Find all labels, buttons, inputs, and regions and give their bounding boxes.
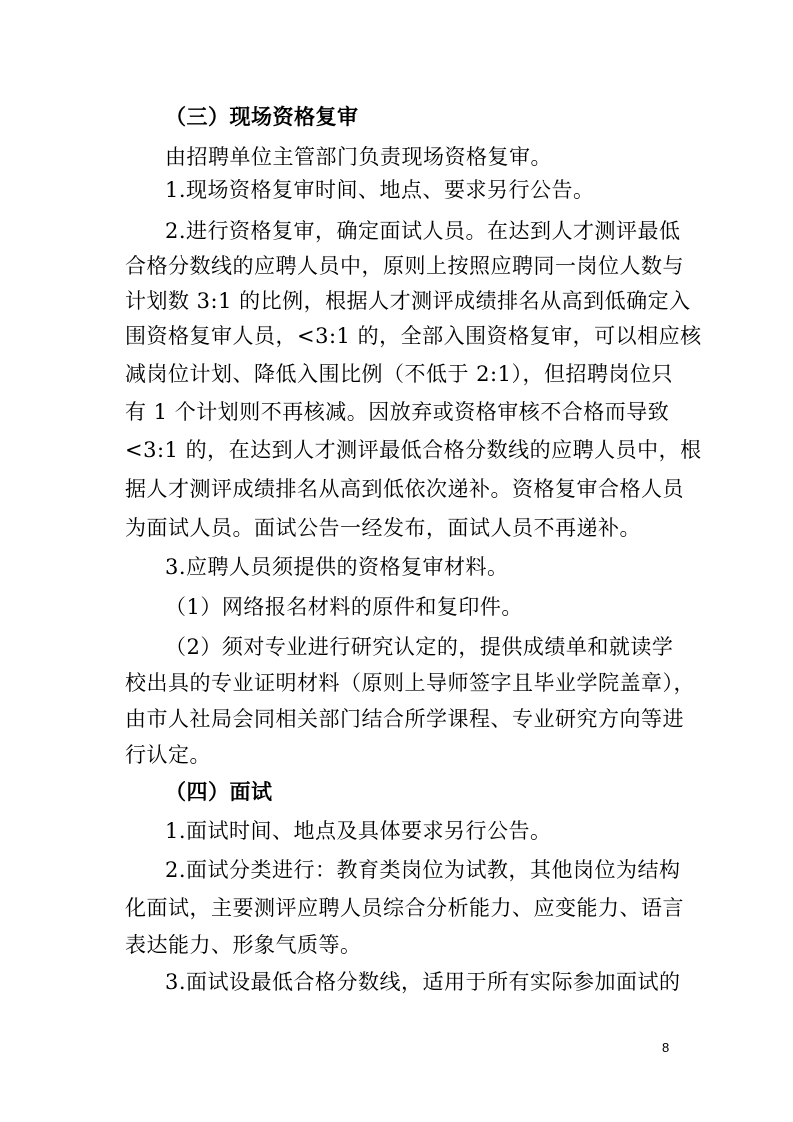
paragraph-line: （1）网络报名材料的原件和复印件。 [165, 595, 523, 619]
paragraph-line: 行认定。 [125, 743, 211, 767]
paragraph-line: 化面试，主要测评应聘人员综合分析能力、应变能力、语言 [125, 896, 684, 920]
paragraph-line: 校出具的专业证明材料（原则上导师签字且毕业学院盖章）， [125, 671, 695, 695]
paragraph-line: 2.面试分类进行：教育类岗位为试教，其他岗位为结构 [165, 858, 681, 882]
paragraph-line: （2）须对专业进行研究认定的，提供成绩单和就读学 [165, 635, 674, 659]
paragraph-line: 计划数 3:1 的比例，根据人才测评成绩排名从高到低确定入 [125, 289, 691, 313]
paragraph-line: 3.面试设最低合格分数线，适用于所有实际参加面试的 [165, 970, 681, 994]
section-heading-3: （三）现场资格复审 [165, 105, 359, 129]
paragraph-line: 由招聘单位主管部门负责现场资格复审。 [165, 145, 552, 169]
paragraph-line: 为面试人员。面试公告一经发布，面试人员不再递补。 [125, 516, 641, 540]
page-number: 8 [662, 1040, 670, 1055]
paragraph-line: 据人才测评成绩排名从高到低依次递补。资格复审合格人员 [125, 477, 684, 501]
paragraph-line: 减岗位计划、降低入围比例（不低于 2:1），但招聘岗位只 [125, 362, 673, 386]
paragraph-line: 3.应聘人员须提供的资格复审材料。 [165, 555, 509, 579]
paragraph-line: 2.进行资格复审，确定面试人员。在达到人才测评最低 [165, 219, 681, 243]
paragraph-line: 有 1 个计划则不再核减。因放弃或资格审核不合格而导致 [125, 400, 670, 424]
paragraph-line: <3:1 的，在达到人才测评最低合格分数线的应聘人员中，根 [125, 438, 702, 462]
paragraph-line: 围资格复审人员，<3:1 的，全部入围资格复审，可以相应核 [125, 324, 702, 348]
paragraph-line: 由市人社局会同相关部门结合所学课程、专业研究方向等进 [125, 707, 684, 731]
paragraph-line: 1.现场资格复审时间、地点、要求另行公告。 [165, 178, 595, 202]
section-heading-4: （四）面试 [165, 780, 273, 804]
paragraph-line: 表达能力、形象气质等。 [125, 933, 362, 957]
paragraph-line: 合格分数线的应聘人员中，原则上按照应聘同一岗位人数与 [125, 254, 684, 278]
paragraph-line: 1.面试时间、地点及具体要求另行公告。 [165, 819, 552, 843]
